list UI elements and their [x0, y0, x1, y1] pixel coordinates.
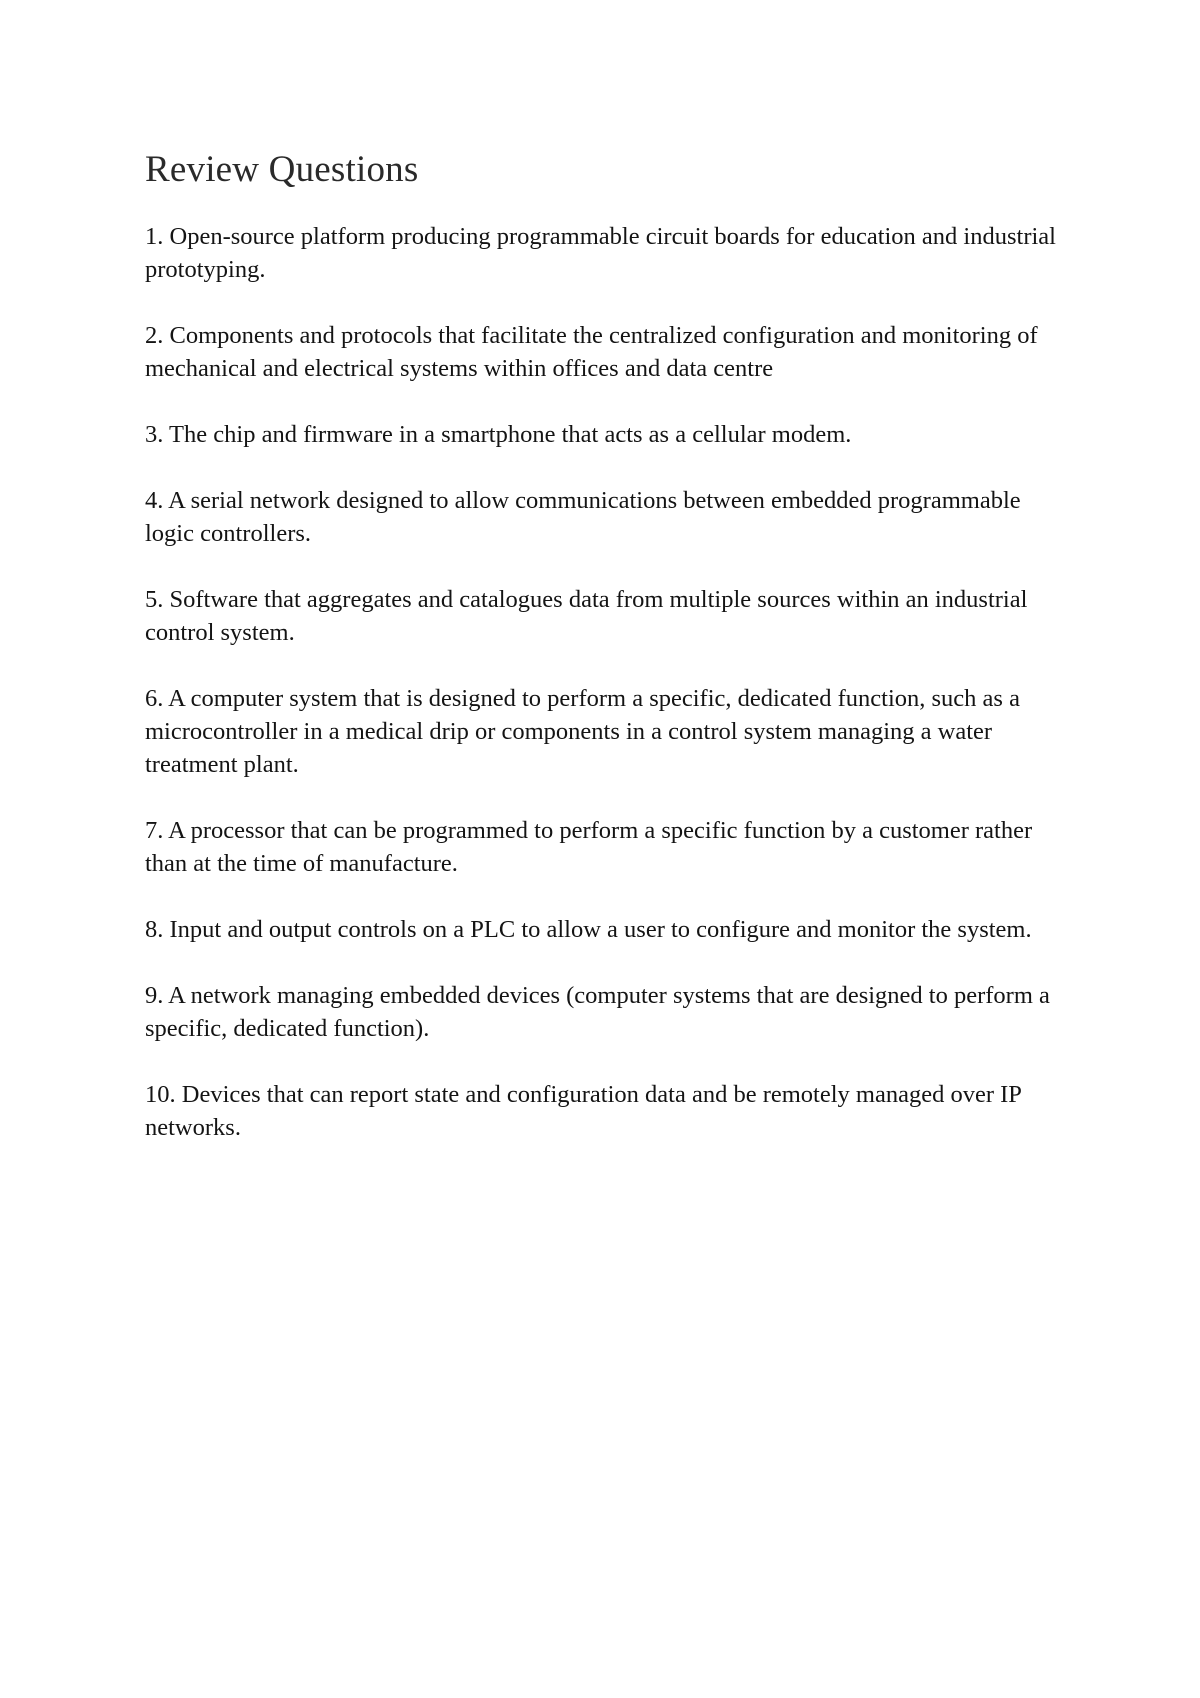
question-1: 1. Open-source platform producing programmable circuit boards for education and industrial prototyping. [145, 223, 1056, 283]
question-6: 6. A computer system that is designed to perform a specific, dedicated function, such as a microcontroller in a medical drip or components in a control system managing a water treatment plant. [145, 685, 1020, 778]
question-9: 9. A network managing embedded devices (computer systems that are designed to perform a specific, dedicated function). [145, 982, 1050, 1042]
question-3: 3. The chip and firmware in a smartphone that acts as a cellular modem. [145, 421, 852, 448]
question-7: 7. A processor that can be programmed to perform a specific function by a customer rather than at the time of manufacture. [145, 817, 1033, 877]
questions-list [145, 220, 1075, 1144]
question-10: 10. Devices that can report state and configuration data and be remotely managed over IP networks. [145, 1081, 1021, 1141]
page-title: Review Questions [145, 149, 419, 190]
question-5: 5. Software that aggregates and catalogues data from multiple sources within an industrial control system. [145, 586, 1028, 646]
question-2: 2. Components and protocols that facilitate the centralized configuration and monitoring of mechanical and electrical systems within offices and data centre [145, 322, 1038, 382]
question-8: 8. Input and output controls on a PLC to allow a user to configure and monitor the system. [145, 916, 1032, 943]
document-content [145, 148, 1075, 1177]
question-4: 4. A serial network designed to allow communications between embedded programmable logic controllers. [145, 487, 1021, 547]
